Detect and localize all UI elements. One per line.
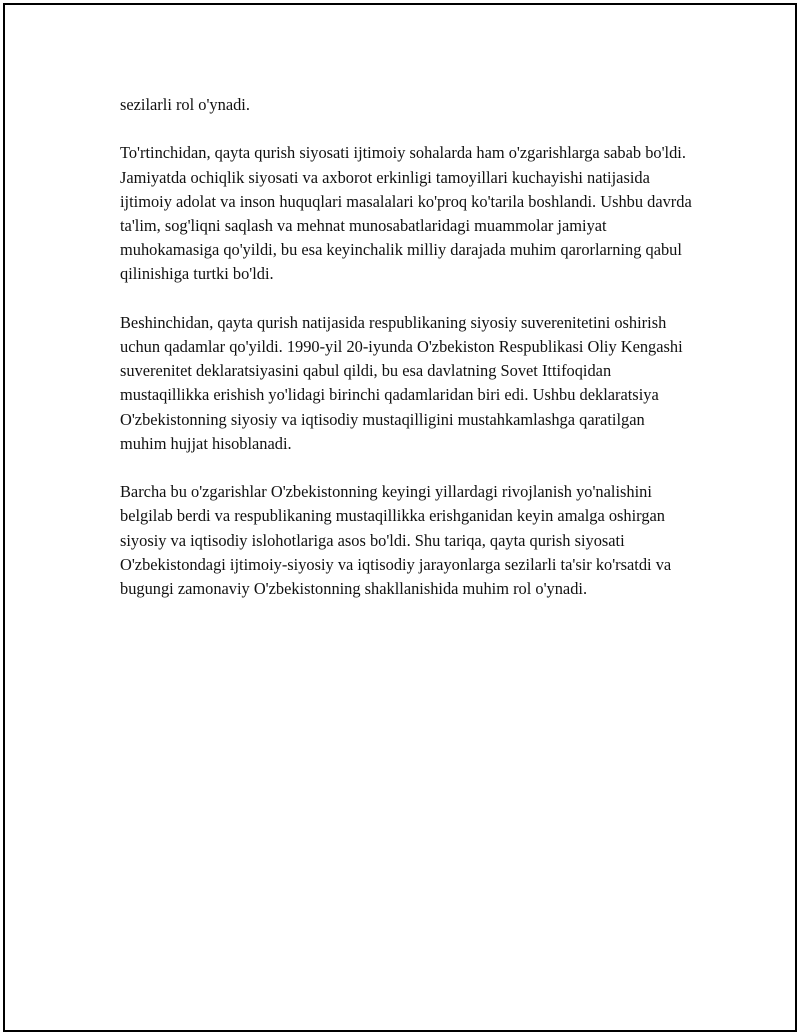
paragraph-conclusion: Barcha bu o'zgarishlar O'zbekistonning keyingi yillardagi rivojlanish yo'nalishini belgilab berdi va respublikaning mustaqillikka erishganidan keyin amalga oshirgan siyosiy va iqtisodiy islohotlariga asos bo'ldi. Shu tariqa, qayta qurish siyosati O'zbekistondagi ijtimoiy-siyosiy va iqtisodiy jarayonlarga sezilarli ta'sir ko'rsatdi va bugungi zamonaviy O'zbekistonning shakllanishida muhim rol o'ynadi. <box>120 482 672 599</box>
paragraph-fifth-point: Beshinchidan, qayta qurish natijasida respublikaning siyosiy suverenitetini oshirish uchun qadamlar qo'yildi. 1990-yil 20-iyunda O'zbekiston Respublikasi Oliy Kengashi suverenitet deklaratsiyasini qabul qildi, bu esa davlatning Sovet Ittifoqidan mustaqillikka erishish yo'lidagi birinchi qadamlaridan biri edi. Ushbu deklaratsiya O'zbekistonning siyosiy va iqtisodiy mustaqilligini mustahkamlashga qaratilgan muhim hujjat hisoblanadi. <box>120 312 683 453</box>
document-page <box>3 3 797 1032</box>
paragraph-fourth-point: To'rtinchidan, qayta qurish siyosati ijtimoiy sohalarda ham o'zgarishlarga sabab bo'ldi. Jamiyatda ochiqlik siyosati va axborot erkinligi tamoyillari kuchayishi natijasida ijtimoiy adolat va inson huquqlari masalalari ko'proq ko'tarila boshlandi. Ushbu davrda ta'lim, sog'liqni saqlash va mehnat munosabatlaridagi muammolar jamiyat muhokamasiga qo'yildi, bu esa keyinchalik milliy darajada muhim qarorlarning qabul qilinishiga turtki bo'ldi. <box>120 143 692 284</box>
document-body <box>120 93 695 625</box>
paragraph-continuation: sezilarli rol o'ynadi. <box>120 95 250 114</box>
